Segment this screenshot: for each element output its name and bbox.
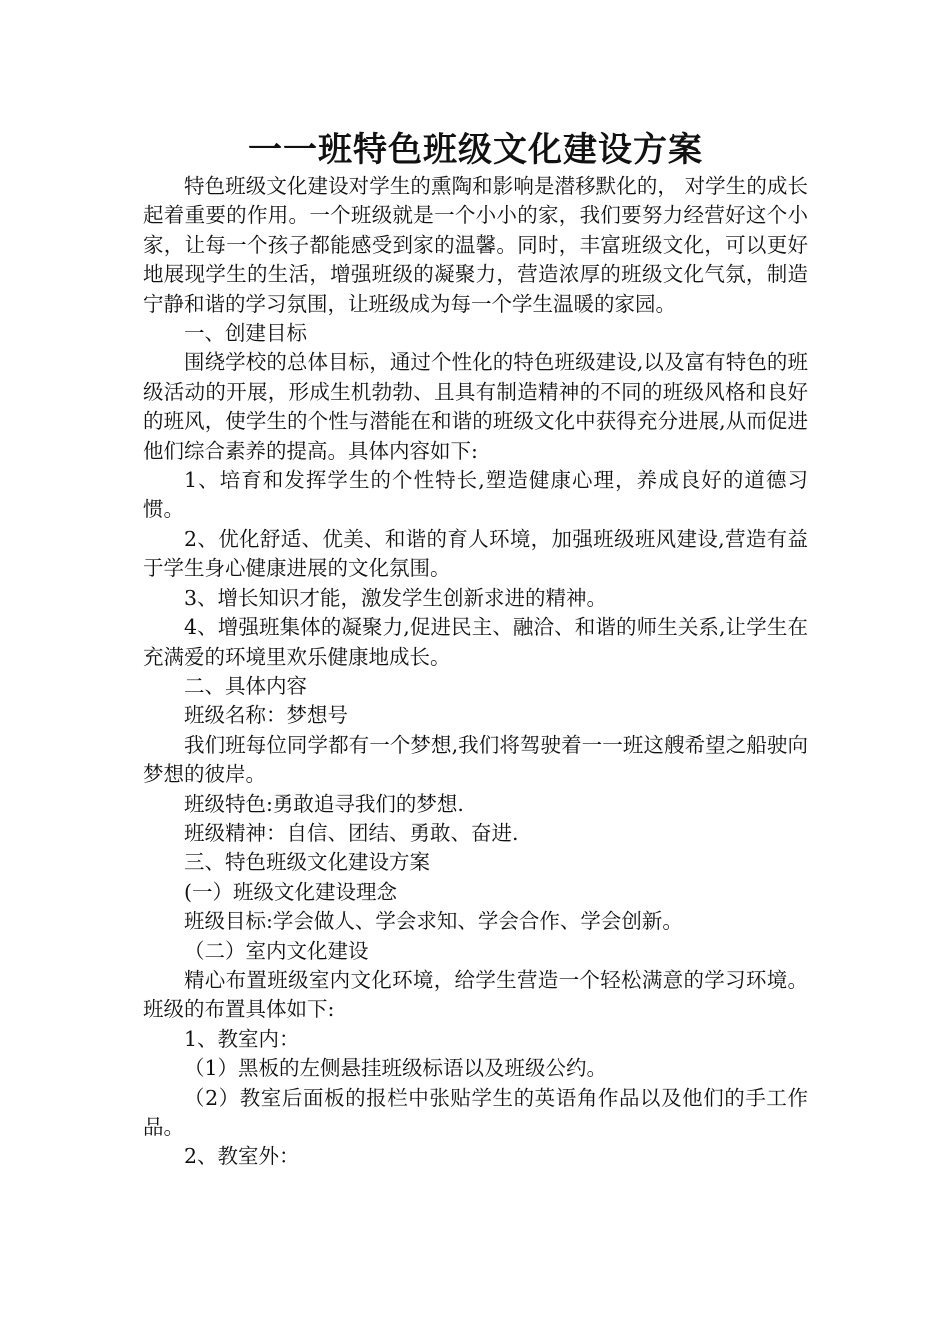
list-item: 4、增强班集体的凝聚力,促进民主、融洽、和谐的师生关系,让学生在充满爱的环境里欢乐健康地成长。: [143, 615, 808, 669]
document-body: [143, 172, 808, 1172]
subsection-heading: （二）室内文化建设: [184, 938, 369, 963]
body-paragraph: 班级精神：自信、团结、勇敢、奋进.: [184, 820, 519, 845]
body-paragraph: 我们班每位同学都有一个梦想,我们将驾驶着一一班这艘希望之船驶向梦想的彼岸。: [143, 732, 808, 787]
body-paragraph: 班级目标:学会做人、学会求知、学会合作、学会创新。: [184, 909, 683, 934]
list-item: 1、教室内：: [184, 1026, 300, 1051]
body-paragraph: 围绕学校的总体目标，通过个性化的特色班级建设,以及富有特色的班级活动的开展，形成生机勃勃、且具有制造精神的不同的班级风格和良好的班风，使学生的个性与潜能在和谐的班级文化中获得充分进展,从而促进他们综合素养的提高。具体内容如下:: [143, 350, 808, 463]
list-item: （2）教室后面板的报栏中张贴学生的英语角作品以及他们的手工作品。: [143, 1085, 808, 1139]
section-heading: 二、具体内容: [184, 673, 307, 698]
subsection-heading: (一）班级文化建设理念: [184, 879, 397, 904]
list-item: 1、培育和发挥学生的个性特长,塑造健康心理，养成良好的道德习惯。: [143, 468, 808, 522]
intro-paragraph: 特色班级文化建设对学生的熏陶和影响是潜移默化的， 对学生的成长起着重要的作用。一个班级就是一个小小的家，我们要努力经营好这个小家，让每一个孩子都能感受到家的温馨。同时，丰富班级文化，可以更好地展现学生的生活，增强班级的凝聚力，营造浓厚的班级文化气氛，制造宁静和谐的学习氛围，让班级成为每一个学生温暖的家园。: [143, 174, 808, 316]
body-paragraph: 精心布置班级室内文化环境，给学生营造一个轻松满意的学习环境。班级的布置具体如下:: [143, 967, 808, 1022]
list-item: 2、优化舒适、优美、和谐的育人环境，加强班级班风建设,营造有益于学生身心健康进展的文化氛围。: [143, 526, 808, 581]
list-item: 2、教室外：: [184, 1144, 300, 1169]
list-item: （1）黑板的左侧悬挂班级标语以及班级公约。: [184, 1056, 608, 1081]
list-item: 3、增长知识才能，激发学生创新求进的精神。: [184, 585, 608, 610]
section-heading: 三、特色班级文化建设方案: [184, 850, 430, 875]
document-title: 一一班特色班级文化建设方案: [248, 130, 703, 170]
document-page: [143, 128, 808, 1172]
body-paragraph: 班级特色:勇敢追寻我们的梦想.: [184, 791, 464, 816]
body-paragraph: 班级名称：梦想号: [184, 703, 348, 728]
section-heading: 一、创建目标: [184, 321, 307, 346]
